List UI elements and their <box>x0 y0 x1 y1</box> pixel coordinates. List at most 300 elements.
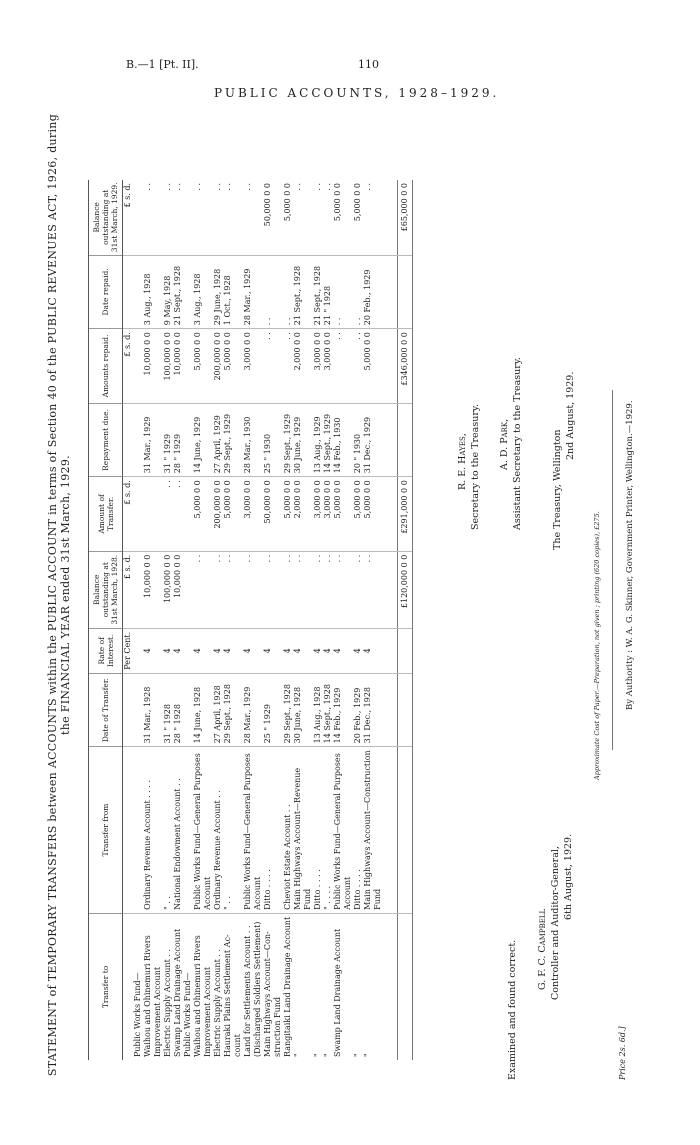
cell-rate <box>133 628 143 673</box>
cell-date-of-transfer <box>183 673 193 747</box>
cell-balance-1928: . . <box>363 551 373 628</box>
cell-rate: 4 <box>213 628 223 673</box>
cell-date-repaid: . . <box>333 255 343 329</box>
cell-repayment-due: 29 Sept., 1929 <box>283 403 293 477</box>
cell-amount: 5,000 0 0 <box>333 477 343 551</box>
cell-transfer-to: Swamp Land Drainage Account <box>173 928 182 1057</box>
cell-balance-1928 <box>273 551 283 628</box>
cell-date-repaid <box>303 255 313 329</box>
cell-amount-repaid: 200,000 0 0 <box>213 329 223 403</box>
cell-transfer-to: " <box>353 1053 362 1057</box>
cell-balance-1929: 5,000 0 0 <box>283 180 293 255</box>
table-row <box>373 180 398 1060</box>
cell-date-of-transfer: 20 Feb., 1929 <box>353 673 363 747</box>
assistant-block <box>498 357 524 530</box>
cell-transfer-to <box>373 913 398 1060</box>
cell-date-of-transfer <box>303 673 313 747</box>
cell-balance-1929: . . <box>163 180 173 255</box>
table-row <box>213 180 223 1060</box>
table-body <box>123 180 413 1060</box>
cell-date-of-transfer <box>203 673 213 747</box>
cell-balance-1929: 5,000 0 0 <box>333 180 343 255</box>
cell-date-repaid: 21 Sept., 1928 <box>173 255 183 329</box>
cell-amount-repaid: . . <box>353 329 363 403</box>
table-row <box>353 180 363 1060</box>
secretary-name: R. E. Hayes, <box>457 433 468 490</box>
cell-transfer-from: Ditto . . . . <box>353 747 363 914</box>
cell-date-repaid <box>203 255 213 329</box>
col-header-balance-1928: Balance outstanding at 31st March, 1928. <box>89 551 123 628</box>
cell-repayment-due <box>373 403 398 477</box>
cell-balance-1929 <box>373 180 398 255</box>
cell-transfer-to: Electric Supply Account . . <box>213 949 222 1057</box>
cell-rate: 4 <box>193 628 203 673</box>
cell-transfer-to: Land for Settlements Account . . <box>243 925 252 1057</box>
cell-repayment-due: 28 " 1929 <box>173 403 183 477</box>
cell-rate: 4 <box>163 628 173 673</box>
cell-date-of-transfer <box>343 673 353 747</box>
cell-rate: 4 <box>293 628 303 673</box>
table-row <box>143 180 153 1060</box>
cell-amount <box>203 477 213 551</box>
cell-transfer-from: " . . <box>163 747 173 914</box>
cell-amount: 5,000 0 0 <box>223 477 233 551</box>
cell-amount: 5,000 0 0 <box>193 477 203 551</box>
cell-date-of-transfer <box>373 673 398 747</box>
col-header-balance-1929: Balance outstanding at 31st March, 1929. <box>89 180 123 255</box>
cell-rate: 4 <box>283 628 293 673</box>
units-cell: £ s. d. <box>123 551 134 628</box>
total-amount-repaid: £346,000 0 0 <box>398 329 413 403</box>
footer-rule <box>612 390 613 750</box>
units-cell <box>123 403 134 477</box>
cell-repayment-due: 29 Sept., 1929 <box>223 403 233 477</box>
cell-amount-repaid <box>273 329 283 403</box>
cell-amount-repaid: 10,000 0 0 <box>143 329 153 403</box>
cell-date-repaid <box>253 255 263 329</box>
col-header-transfer-to: Transfer to <box>89 913 123 1060</box>
cell-balance-1929: . . <box>193 180 203 255</box>
table-row <box>363 180 373 1060</box>
cell-transfer-to: count <box>233 1034 242 1057</box>
cell-amount: 50,000 0 0 <box>263 477 273 551</box>
cell-repayment-due: 14 Feb., 1930 <box>333 403 343 477</box>
cell-repayment-due <box>253 403 263 477</box>
cell-rate: 4 <box>363 628 373 673</box>
cell-amount-repaid: 2,000 0 0 <box>293 329 303 403</box>
cell-rate: 4 <box>353 628 363 673</box>
cell-balance-1929 <box>203 180 213 255</box>
table-row <box>273 180 283 1060</box>
total-rate <box>398 628 413 673</box>
cell-amount: 5,000 0 0 <box>353 477 363 551</box>
statement-title-line1: STATEMENT of TEMPORARY TRANSFERS between ACCOUNTS within the PUBLIC ACCOUNT in terms of Section 40 of the PUBLIC REVENUES ACT, 1926, during <box>46 113 59 1077</box>
cell-date-of-transfer: 28 " 1928 <box>173 673 183 747</box>
cell-balance-1928: . . <box>353 551 363 628</box>
cell-rate: 4 <box>323 628 333 673</box>
cell-balance-1928 <box>203 551 213 628</box>
cell-repayment-due <box>303 403 313 477</box>
cell-transfer-to: struction Fund <box>273 996 282 1057</box>
cell-balance-1928: . . <box>243 551 253 628</box>
assistant-title: Assistant Secretary to the Treasury. <box>512 357 523 530</box>
statement-title <box>46 100 72 1090</box>
cell-amount-repaid: . . <box>263 329 273 403</box>
table-row <box>253 180 263 1060</box>
cell-amount-repaid: 5,000 0 0 <box>223 329 233 403</box>
table-row <box>133 180 143 1060</box>
cell-date-repaid: . . <box>353 255 363 329</box>
units-row <box>123 180 134 1060</box>
total-date-repaid <box>398 255 413 329</box>
table-row <box>283 180 293 1060</box>
units-cell <box>123 747 134 914</box>
cell-balance-1928: . . <box>223 551 233 628</box>
cell-balance-1928 <box>303 551 313 628</box>
units-cell: Per Cent. <box>123 628 134 673</box>
cell-date-of-transfer: 30 June, 1928 <box>293 673 303 747</box>
cell-date-repaid: 28 Mar., 1929 <box>243 255 253 329</box>
cell-rate: 4 <box>313 628 323 673</box>
cell-transfer-to: Public Works Fund— <box>133 972 142 1057</box>
cell-amount-repaid <box>183 329 193 403</box>
cell-amount: 3,000 0 0 <box>323 477 333 551</box>
cell-balance-1929 <box>233 180 243 255</box>
cell-rate <box>153 628 163 673</box>
cell-balance-1929 <box>343 180 353 255</box>
printer-authority: By Authority : W. A. G. Skinner, Government Printer, Wellington.—1929. <box>625 400 635 710</box>
table-row <box>173 180 183 1060</box>
treasury-location: The Treasury, Wellington <box>552 429 563 550</box>
cell-date-repaid: . . <box>263 255 273 329</box>
cell-amount-repaid <box>343 329 353 403</box>
cell-transfer-to: " <box>313 1053 322 1057</box>
cell-date-of-transfer <box>253 673 263 747</box>
cell-balance-1928: 10,000 0 0 <box>173 551 183 628</box>
page-header <box>0 0 700 100</box>
cell-date-of-transfer: 13 Aug., 1928 <box>313 673 323 747</box>
cell-rate: 4 <box>173 628 183 673</box>
cell-rate <box>183 628 193 673</box>
table-row <box>303 180 313 1060</box>
cell-transfer-from: Public Works Fund—General Purposes <box>243 747 253 914</box>
cell-date-of-transfer <box>153 673 163 747</box>
cell-date-repaid <box>233 255 243 329</box>
cell-balance-1929: . . <box>143 180 153 255</box>
cell-balance-1929 <box>153 180 163 255</box>
cell-balance-1929: . . <box>313 180 323 255</box>
page-identifier: B.—1 [Pt. II]. <box>126 58 199 71</box>
cell-repayment-due <box>203 403 213 477</box>
table-row <box>203 180 213 1060</box>
cell-amount-repaid <box>253 329 263 403</box>
cell-balance-1928: . . <box>213 551 223 628</box>
cell-transfer-from: Ditto . . . . <box>263 747 273 914</box>
cell-date-of-transfer: 31 " 1928 <box>163 673 173 747</box>
cell-transfer-from: Account <box>253 747 263 914</box>
cell-transfer-to: Electric Supply Account . . <box>163 949 172 1057</box>
statement-title-line2: the FINANCIAL YEAR ended 31st March, 1929. <box>59 455 72 735</box>
totals-row <box>398 180 413 1060</box>
table-row <box>333 180 343 1060</box>
treasury-date: 2nd August, 1929. <box>565 371 576 460</box>
cell-transfer-to: " <box>293 1053 302 1057</box>
cell-amount-repaid <box>303 329 313 403</box>
cell-amount <box>273 477 283 551</box>
cell-balance-1928 <box>233 551 243 628</box>
treasury-block <box>551 372 577 550</box>
cell-date-repaid: 9 May, 1928 <box>163 255 173 329</box>
cell-balance-1929: . . <box>293 180 303 255</box>
total-transfer-to <box>398 913 413 1060</box>
cell-balance-1929: . . <box>323 180 333 255</box>
cell-date-of-transfer: 31 Dec., 1928 <box>363 673 373 747</box>
cell-balance-1928 <box>253 551 263 628</box>
cell-transfer-to: Main Highways Account—Con- <box>263 931 272 1057</box>
cell-rate: 4 <box>263 628 273 673</box>
cell-balance-1929 <box>133 180 143 255</box>
cell-rate <box>343 628 353 673</box>
cell-transfer-to <box>343 913 353 1060</box>
col-header-date-of-transfer: Date of Transfer. <box>89 673 123 747</box>
cell-transfer-to: Waihou and Ohinemuri Rivers <box>193 935 202 1057</box>
assistant-name: A. D. Park, <box>499 418 510 470</box>
cell-balance-1928 <box>373 551 398 628</box>
cell-amount-repaid: 5,000 0 0 <box>193 329 203 403</box>
units-cell: £ s. d. <box>123 477 134 551</box>
cell-amount-repaid <box>153 329 163 403</box>
auditor-block <box>536 834 575 1030</box>
table-row <box>293 180 303 1060</box>
cell-amount <box>133 477 143 551</box>
auditor-name: G. F. C. Campbell <box>537 908 548 990</box>
cell-date-repaid: . . <box>283 255 293 329</box>
cell-transfer-to: Public Works Fund— <box>183 972 192 1057</box>
cell-balance-1929: . . <box>363 180 373 255</box>
cell-repayment-due <box>153 403 163 477</box>
cell-rate: 4 <box>333 628 343 673</box>
cell-amount: 200,000 0 0 <box>213 477 223 551</box>
col-header-transfer-from: Transfer from <box>89 747 123 914</box>
cell-date-repaid: 20 Feb., 1929 <box>363 255 373 329</box>
cell-repayment-due <box>233 403 243 477</box>
cell-balance-1929 <box>253 180 263 255</box>
cell-transfer-from: Ordinary Revenue Account . . . . <box>143 747 153 914</box>
table-row <box>163 180 173 1060</box>
cell-balance-1929: . . <box>223 180 233 255</box>
secretary-title: Secretary to the Treasury. <box>470 404 481 530</box>
price-note: Price 2s. 6d.] <box>618 1026 627 1080</box>
units-cell <box>123 673 134 747</box>
cell-date-of-transfer <box>273 673 283 747</box>
cell-repayment-due: 31 " 1929 <box>163 403 173 477</box>
cell-balance-1928: . . <box>283 551 293 628</box>
col-header-amounts-repaid: Amounts repaid. <box>89 329 123 403</box>
cell-balance-1928: . . <box>313 551 323 628</box>
cell-transfer-from <box>133 747 143 914</box>
cell-balance-1928: . . <box>293 551 303 628</box>
cell-date-repaid <box>273 255 283 329</box>
cell-date-repaid: 3 Aug., 1928 <box>143 255 153 329</box>
cell-repayment-due <box>183 403 193 477</box>
cell-rate <box>303 628 313 673</box>
cell-rate: 4 <box>143 628 153 673</box>
cell-transfer-to: " <box>363 1053 372 1057</box>
cost-note: Approximate Cost of Paper.—Preparation, not given ; printing (620 copies), £275. <box>593 511 601 780</box>
transfers-table <box>88 180 413 1060</box>
cell-date-of-transfer: 29 Sept., 1928 <box>223 673 233 747</box>
cell-balance-1929: . . <box>213 180 223 255</box>
cell-amount-repaid: . . <box>283 329 293 403</box>
cell-balance-1929: . . <box>243 180 253 255</box>
cell-rate <box>233 628 243 673</box>
cell-balance-1929 <box>303 180 313 255</box>
cell-amount: 5,000 0 0 <box>283 477 293 551</box>
cell-date-repaid: 29 June, 1928 <box>213 255 223 329</box>
cell-balance-1929: 50,000 0 0 <box>263 180 273 255</box>
cell-date-repaid: 21 Sept., 1928 <box>293 255 303 329</box>
col-header-repayment-due: Repayment due. <box>89 403 123 477</box>
secretary-block <box>456 404 482 530</box>
cell-transfer-from <box>183 747 193 914</box>
auditor-date: 6th August, 1929. <box>563 833 574 920</box>
units-cell: £ s. d. <box>123 180 134 255</box>
table-row <box>233 180 243 1060</box>
cell-amount <box>343 477 353 551</box>
cell-transfer-to: (Discharged Soldiers Settlement) <box>253 921 262 1057</box>
cell-balance-1928: . . <box>323 551 333 628</box>
cell-repayment-due: 31 Mar., 1929 <box>143 403 153 477</box>
total-amount: £291,000 0 0 <box>398 477 413 551</box>
cell-rate: 4 <box>243 628 253 673</box>
cell-amount: 5,000 0 0 <box>363 477 373 551</box>
total-balance-1928: £120,000 0 0 <box>398 551 413 628</box>
cell-transfer-from: Main Highways Account—Revenue <box>293 747 303 914</box>
examined-note: Examined and found correct. <box>507 939 518 1080</box>
cell-amount: . . <box>173 477 183 551</box>
cell-date-repaid: 21 " 1928 <box>323 255 333 329</box>
cell-balance-1928: . . <box>263 551 273 628</box>
cell-date-repaid: 3 Aug., 1928 <box>193 255 203 329</box>
cell-amount <box>153 477 163 551</box>
cell-date-repaid: 1 Oct., 1928 <box>223 255 233 329</box>
cell-balance-1929: . . <box>173 180 183 255</box>
total-date-of-transfer <box>398 673 413 747</box>
cell-amount <box>253 477 263 551</box>
cell-balance-1929: 5,000 0 0 <box>353 180 363 255</box>
cell-transfer-to <box>303 913 313 1060</box>
table-row <box>313 180 323 1060</box>
cell-amount <box>233 477 243 551</box>
cell-balance-1929 <box>273 180 283 255</box>
cell-date-repaid <box>343 255 353 329</box>
cell-repayment-due <box>273 403 283 477</box>
cell-date-repaid <box>153 255 163 329</box>
cell-date-of-transfer: 27 April, 1928 <box>213 673 223 747</box>
table-header-row <box>89 180 123 1060</box>
cell-date-of-transfer: 31 Mar., 1928 <box>143 673 153 747</box>
cell-date-of-transfer: 28 Mar., 1929 <box>243 673 253 747</box>
cell-date-repaid <box>373 255 398 329</box>
cell-repayment-due: 27 April, 1929 <box>213 403 223 477</box>
cell-amount-repaid <box>373 329 398 403</box>
cell-date-of-transfer: 14 Sept., 1928 <box>323 673 333 747</box>
col-header-amount-of-transfer: Amount of Transfer. <box>89 477 123 551</box>
rotated-statement <box>46 90 696 1090</box>
col-header-rate-of-interest: Rate of Interest. <box>89 628 123 673</box>
cell-balance-1928 <box>153 551 163 628</box>
cell-transfer-to: Improvement Account <box>203 966 212 1057</box>
cell-date-repaid: 21 Sept., 1928 <box>313 255 323 329</box>
cell-transfer-from: Public Works Fund—General Purposes <box>193 747 203 914</box>
cell-transfer-from: Cheviot Estate Account . . <box>283 747 293 914</box>
cell-transfer-from: Main Highways Account—Construction <box>363 747 373 914</box>
cell-repayment-due: 31 Dec., 1929 <box>363 403 373 477</box>
cell-repayment-due <box>343 403 353 477</box>
cell-transfer-from: Ordinary Revenue Account . . <box>213 747 223 914</box>
cell-rate: 4 <box>223 628 233 673</box>
table-row <box>263 180 273 1060</box>
cell-balance-1928 <box>133 551 143 628</box>
total-repayment-due <box>398 403 413 477</box>
cell-transfer-to: Swamp Land Drainage Account <box>333 928 342 1057</box>
cell-repayment-due: 25 " 1930 <box>263 403 273 477</box>
cell-transfer-from: " . . . . <box>323 747 333 914</box>
table-row <box>183 180 193 1060</box>
cell-repayment-due: 30 June, 1929 <box>293 403 303 477</box>
cell-transfer-to: Hauraki Plains Settlement Ac- <box>223 934 232 1057</box>
cell-transfer-to: " <box>323 1053 332 1057</box>
cell-transfer-from: Public Works Fund—General Purposes <box>333 747 343 914</box>
cell-transfer-from <box>153 747 163 914</box>
cell-amount <box>373 477 398 551</box>
cell-amount <box>183 477 193 551</box>
cell-balance-1928 <box>183 551 193 628</box>
total-balance-1929: £65,000 0 0 <box>398 180 413 255</box>
units-cell <box>123 255 134 329</box>
cell-balance-1928 <box>343 551 353 628</box>
cell-date-of-transfer <box>133 673 143 747</box>
cell-repayment-due: 14 Sept., 1929 <box>323 403 333 477</box>
cell-rate <box>273 628 283 673</box>
cell-amount-repaid: . . <box>333 329 343 403</box>
page-title: PUBLIC ACCOUNTS, 1928–1929. <box>214 86 500 100</box>
cell-transfer-from: Account <box>343 747 353 914</box>
table-row <box>223 180 233 1060</box>
cell-repayment-due <box>133 403 143 477</box>
cell-amount-repaid: 3,000 0 0 <box>313 329 323 403</box>
table-row <box>243 180 253 1060</box>
cell-transfer-from: Fund <box>373 747 398 914</box>
cell-repayment-due: 28 Mar., 1930 <box>243 403 253 477</box>
cell-amount-repaid <box>133 329 143 403</box>
cell-amount-repaid: 10,000 0 0 <box>173 329 183 403</box>
cell-date-repaid <box>133 255 143 329</box>
cell-transfer-from: Account <box>203 747 213 914</box>
auditor-title: Controller and Auditor-General, <box>550 846 561 1000</box>
cell-amount-repaid: 100,000 0 0 <box>163 329 173 403</box>
cell-amount-repaid: 3,000 0 0 <box>243 329 253 403</box>
cell-amount-repaid: 5,000 0 0 <box>363 329 373 403</box>
cell-transfer-from: National Endowment Account . . <box>173 747 183 914</box>
units-cell: £ s. d. <box>123 329 134 403</box>
cell-balance-1928: . . <box>333 551 343 628</box>
total-transfer-from <box>398 747 413 914</box>
cell-amount-repaid: 3,000 0 0 <box>323 329 333 403</box>
cell-repayment-due: 14 June, 1929 <box>193 403 203 477</box>
cell-balance-1928: 100,000 0 0 <box>163 551 173 628</box>
table-row <box>193 180 203 1060</box>
